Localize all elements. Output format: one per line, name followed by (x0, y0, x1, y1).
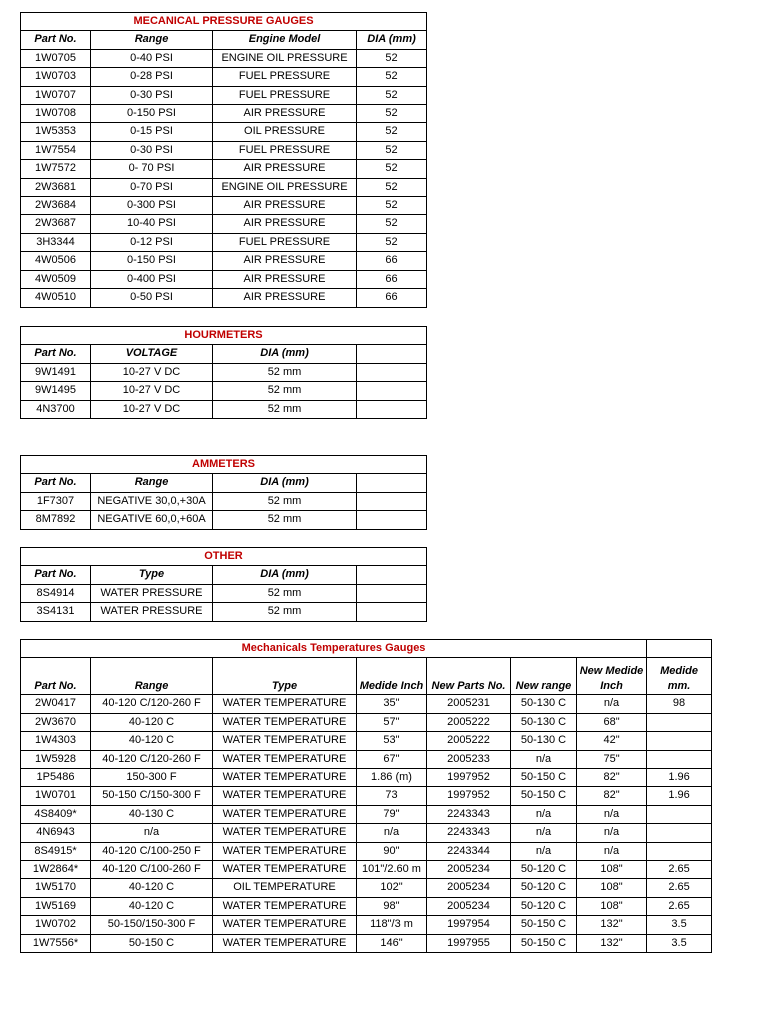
pressure-cell: 66 (357, 252, 427, 270)
temperature-cell: 82" (577, 787, 647, 805)
temperature-cell: 1.96 (647, 769, 712, 787)
temperature-header-cell: Medide mm. (647, 658, 712, 695)
temperature-cell: 67" (357, 750, 427, 768)
hourmeters-cell: 52 mm (213, 382, 357, 400)
pressure-cell: AIR PRESSURE (213, 197, 357, 215)
table-row (21, 805, 712, 823)
hourmeters-cell: 10-27 V DC (91, 382, 213, 400)
pressure-cell: 52 (357, 105, 427, 123)
pressure-cell: 1W7554 (21, 141, 91, 159)
other-cell (357, 584, 427, 602)
hourmeters-cell (357, 382, 427, 400)
pressure-gauges-table (20, 12, 427, 308)
temperature-cell: 1.86 (m) (357, 769, 427, 787)
ammeters-cell (357, 511, 427, 529)
ammeters-cell: NEGATIVE 60,0,+60A (91, 511, 213, 529)
temperature-cell: n/a (511, 750, 577, 768)
temperature-cell: 132" (577, 934, 647, 952)
temperature-cell: n/a (511, 824, 577, 842)
pressure-cell: 4W0510 (21, 289, 91, 307)
temperature-cell: WATER TEMPERATURE (213, 824, 357, 842)
hourmeters-cell (357, 363, 427, 381)
temperature-cell: 50-130 C (511, 732, 577, 750)
temperature-header-cell: Type (213, 658, 357, 695)
temperature-cell: 1.96 (647, 787, 712, 805)
pressure-cell: 10-40 PSI (91, 215, 213, 233)
temperature-cell: 40-120 C/120-260 F (91, 695, 213, 713)
other-cell: 3S4131 (21, 603, 91, 621)
other-header-cell: DIA (mm) (213, 566, 357, 584)
other-header-cell (357, 566, 427, 584)
temperature-cell: WATER TEMPERATURE (213, 897, 357, 915)
temperature-cell: 90" (357, 842, 427, 860)
pressure-cell: 0-40 PSI (91, 49, 213, 67)
hourmeters-cell: 10-27 V DC (91, 363, 213, 381)
temperature-cell: 57" (357, 713, 427, 731)
temperature-cell: 50-120 C (511, 897, 577, 915)
pressure-cell: 66 (357, 270, 427, 288)
temperature-header-cell: New Parts No. (427, 658, 511, 695)
temperature-header-cell: New range (511, 658, 577, 695)
temperature-cell: 1997952 (427, 787, 511, 805)
temperature-cell: 50-150/150-300 F (91, 916, 213, 934)
temperature-cell: WATER TEMPERATURE (213, 787, 357, 805)
pressure-cell: 1W0708 (21, 105, 91, 123)
temperature-cell: 2005222 (427, 732, 511, 750)
temperature-cell (647, 732, 712, 750)
temperature-cell: 102" (357, 879, 427, 897)
pressure-cell: 2W3687 (21, 215, 91, 233)
pressure-cell: 1W0703 (21, 68, 91, 86)
pressure-cell: AIR PRESSURE (213, 270, 357, 288)
hourmeters-header-cell: Part No. (21, 345, 91, 363)
pressure-cell: ENGINE OIL PRESSURE (213, 49, 357, 67)
temperature-cell: 2W3670 (21, 713, 91, 731)
temperature-gauges-title: Mechanicals Temperatures Gauges (21, 640, 647, 658)
temperature-cell: 40-120 C/120-260 F (91, 750, 213, 768)
temperature-header-cell: Medide Inch (357, 658, 427, 695)
pressure-header-cell: Engine Model (213, 31, 357, 49)
temperature-cell: WATER TEMPERATURE (213, 713, 357, 731)
table-row (21, 492, 427, 510)
temperature-cell: 1W4303 (21, 732, 91, 750)
other-cell: 8S4914 (21, 584, 91, 602)
table-row (21, 750, 712, 768)
temperature-cell: 35" (357, 695, 427, 713)
other-header-row (21, 566, 427, 584)
pressure-cell: 0-30 PSI (91, 86, 213, 104)
temperature-cell (647, 750, 712, 768)
pressure-cell: 1W7572 (21, 160, 91, 178)
temperature-cell: 2.65 (647, 861, 712, 879)
pressure-cell: 0-12 PSI (91, 233, 213, 251)
other-cell: WATER PRESSURE (91, 584, 213, 602)
table-row (21, 769, 712, 787)
temperature-cell: 1997952 (427, 769, 511, 787)
hourmeters-title: HOURMETERS (21, 327, 427, 345)
pressure-header-cell: Range (91, 31, 213, 49)
pressure-cell: 66 (357, 289, 427, 307)
pressure-cell: 0-28 PSI (91, 68, 213, 86)
pressure-cell: 52 (357, 141, 427, 159)
temperature-cell: 2005234 (427, 897, 511, 915)
temperature-cell: 2005234 (427, 879, 511, 897)
table-row (21, 713, 712, 731)
pressure-cell: 2W3684 (21, 197, 91, 215)
table-row (21, 584, 427, 602)
table-row (21, 141, 427, 159)
temperature-cell: 75" (577, 750, 647, 768)
pressure-cell: 52 (357, 215, 427, 233)
temperature-cell: 42" (577, 732, 647, 750)
table-row (21, 400, 427, 418)
ammeters-header-cell: Part No. (21, 474, 91, 492)
temperature-cell (647, 805, 712, 823)
ammeters-header-cell: DIA (mm) (213, 474, 357, 492)
table-row (21, 897, 712, 915)
temperature-cell: 2005233 (427, 750, 511, 768)
table-row (21, 934, 712, 952)
temperature-cell: WATER TEMPERATURE (213, 861, 357, 879)
temperature-cell: 79" (357, 805, 427, 823)
pressure-cell: 0-150 PSI (91, 252, 213, 270)
pressure-cell: 52 (357, 86, 427, 104)
pressure-cell: 1W5353 (21, 123, 91, 141)
temperature-cell: WATER TEMPERATURE (213, 769, 357, 787)
temperature-title-blank-cell (647, 640, 712, 658)
table-row (21, 197, 427, 215)
table-row (21, 842, 712, 860)
ammeters-cell: NEGATIVE 30,0,+30A (91, 492, 213, 510)
other-cell: 52 mm (213, 603, 357, 621)
hourmeters-cell (357, 400, 427, 418)
table-row (21, 879, 712, 897)
temperature-cell: 3.5 (647, 934, 712, 952)
temperature-cell: 50-130 C (511, 713, 577, 731)
table-row (21, 916, 712, 934)
temperature-cell: 50-150 C (511, 787, 577, 805)
temperature-cell: 68" (577, 713, 647, 731)
temperature-cell: 146" (357, 934, 427, 952)
temperature-cell: 2.65 (647, 879, 712, 897)
temperature-cell: WATER TEMPERATURE (213, 842, 357, 860)
temperature-header-cell: Range (91, 658, 213, 695)
temperature-cell: 40-120 C/100-250 F (91, 842, 213, 860)
table-row (21, 289, 427, 307)
temperature-cell: 1W5170 (21, 879, 91, 897)
temperature-cell: WATER TEMPERATURE (213, 695, 357, 713)
temperature-cell: 40-130 C (91, 805, 213, 823)
pressure-cell: 0-70 PSI (91, 178, 213, 196)
pressure-cell: 2W3681 (21, 178, 91, 196)
pressure-cell: AIR PRESSURE (213, 105, 357, 123)
other-title: OTHER (21, 548, 427, 566)
temperature-cell: n/a (577, 805, 647, 823)
temperature-cell: 1W2864* (21, 861, 91, 879)
temperature-cell: 1W7556* (21, 934, 91, 952)
temperature-cell: 2005231 (427, 695, 511, 713)
temperature-cell: 118"/3 m (357, 916, 427, 934)
temperature-cell: 4S8409* (21, 805, 91, 823)
table-row (21, 68, 427, 86)
table-row (21, 787, 712, 805)
other-table (20, 547, 427, 622)
temperature-cell: 82" (577, 769, 647, 787)
temperature-cell: 40-120 C (91, 713, 213, 731)
temperature-cell: 50-150 C (511, 916, 577, 934)
pressure-cell: FUEL PRESSURE (213, 68, 357, 86)
temperature-cell: WATER TEMPERATURE (213, 732, 357, 750)
table-row (21, 123, 427, 141)
temperature-cell: 2005222 (427, 713, 511, 731)
table-row (21, 215, 427, 233)
table-row (21, 233, 427, 251)
pressure-cell: 0-15 PSI (91, 123, 213, 141)
pressure-cell: FUEL PRESSURE (213, 233, 357, 251)
table-row (21, 49, 427, 67)
table-row (21, 732, 712, 750)
table-row (21, 695, 712, 713)
pressure-cell: 0- 70 PSI (91, 160, 213, 178)
table-row (21, 105, 427, 123)
other-cell: 52 mm (213, 584, 357, 602)
pressure-cell: 0-30 PSI (91, 141, 213, 159)
pressure-cell: OIL PRESSURE (213, 123, 357, 141)
temperature-cell: 1P5486 (21, 769, 91, 787)
temperature-cell: 40-120 C (91, 879, 213, 897)
pressure-cell: ENGINE OIL PRESSURE (213, 178, 357, 196)
temperature-cell: 2W0417 (21, 695, 91, 713)
pressure-cell: 52 (357, 178, 427, 196)
temperature-cell: 50-130 C (511, 695, 577, 713)
temperature-cell: 2243343 (427, 805, 511, 823)
pressure-cell: 52 (357, 160, 427, 178)
table-row (21, 160, 427, 178)
temperature-cell: 73 (357, 787, 427, 805)
temperature-cell: 1W5169 (21, 897, 91, 915)
pressure-cell: 0-400 PSI (91, 270, 213, 288)
temperature-cell (647, 842, 712, 860)
temperature-header-cell: New Medide Inch (577, 658, 647, 695)
ammeters-header-cell (357, 474, 427, 492)
temperature-cell: 50-150 C (511, 769, 577, 787)
ammeters-cell: 1F7307 (21, 492, 91, 510)
temperature-header-cell: Part No. (21, 658, 91, 695)
hourmeters-header-row (21, 345, 427, 363)
pressure-cell: 0-50 PSI (91, 289, 213, 307)
temperature-cell (647, 713, 712, 731)
ammeters-header-row (21, 474, 427, 492)
temperature-cell: 50-150 C (91, 934, 213, 952)
temperature-cell: 1W0701 (21, 787, 91, 805)
temperature-cell: n/a (511, 842, 577, 860)
temperature-cell: n/a (577, 695, 647, 713)
temperature-cell: n/a (511, 805, 577, 823)
temperature-cell: 2243343 (427, 824, 511, 842)
pressure-cell: 52 (357, 68, 427, 86)
pressure-cell: FUEL PRESSURE (213, 86, 357, 104)
temperature-cell: 3.5 (647, 916, 712, 934)
temperature-cell: n/a (577, 824, 647, 842)
temperature-cell: 1W5928 (21, 750, 91, 768)
hourmeters-cell: 52 mm (213, 400, 357, 418)
temperature-cell: WATER TEMPERATURE (213, 750, 357, 768)
temperature-cell (647, 824, 712, 842)
other-header-cell: Part No. (21, 566, 91, 584)
other-cell (357, 603, 427, 621)
pressure-cell: AIR PRESSURE (213, 252, 357, 270)
pressure-header-cell: Part No. (21, 31, 91, 49)
hourmeters-header-cell: VOLTAGE (91, 345, 213, 363)
table-row (21, 178, 427, 196)
temperature-cell: 98 (647, 695, 712, 713)
temperature-cell: 108" (577, 897, 647, 915)
table-row (21, 86, 427, 104)
temperature-cell: 40-120 C (91, 732, 213, 750)
temperature-cell: 4N6943 (21, 824, 91, 842)
ammeters-cell: 52 mm (213, 492, 357, 510)
pressure-cell: AIR PRESSURE (213, 289, 357, 307)
temperature-cell: 108" (577, 879, 647, 897)
pressure-cell: 52 (357, 123, 427, 141)
pressure-cell: 4W0506 (21, 252, 91, 270)
hourmeters-cell: 52 mm (213, 363, 357, 381)
ammeters-title: AMMETERS (21, 456, 427, 474)
pressure-header-row (21, 31, 427, 49)
table-row (21, 363, 427, 381)
temperature-cell: 1997955 (427, 934, 511, 952)
temperature-cell: 40-120 C/100-260 F (91, 861, 213, 879)
table-row (21, 603, 427, 621)
ammeters-cell (357, 492, 427, 510)
temperature-cell: n/a (91, 824, 213, 842)
other-header-cell: Type (91, 566, 213, 584)
temperature-cell: 53" (357, 732, 427, 750)
pressure-cell: 4W0509 (21, 270, 91, 288)
hourmeters-cell: 4N3700 (21, 400, 91, 418)
temperature-cell: 98" (357, 897, 427, 915)
hourmeters-header-cell (357, 345, 427, 363)
temperature-header-row (21, 658, 712, 695)
ammeters-cell: 8M7892 (21, 511, 91, 529)
temperature-cell: 2.65 (647, 897, 712, 915)
pressure-cell: 3H3344 (21, 233, 91, 251)
temperature-cell: n/a (577, 842, 647, 860)
temperature-gauges-table (20, 639, 712, 953)
pressure-cell: 52 (357, 49, 427, 67)
table-row (21, 511, 427, 529)
pressure-cell: AIR PRESSURE (213, 160, 357, 178)
temperature-cell: WATER TEMPERATURE (213, 805, 357, 823)
table-row (21, 861, 712, 879)
temperature-cell: 40-120 C (91, 897, 213, 915)
temperature-cell: 1997954 (427, 916, 511, 934)
other-cell: WATER PRESSURE (91, 603, 213, 621)
hourmeters-cell: 9W1495 (21, 382, 91, 400)
pressure-cell: 0-300 PSI (91, 197, 213, 215)
pressure-gauges-title: MECANICAL PRESSURE GAUGES (21, 13, 427, 31)
temperature-cell: 108" (577, 861, 647, 879)
table-row (21, 382, 427, 400)
temperature-cell: 150-300 F (91, 769, 213, 787)
pressure-cell: 0-150 PSI (91, 105, 213, 123)
pressure-header-cell: DIA (mm) (357, 31, 427, 49)
hourmeters-cell: 10-27 V DC (91, 400, 213, 418)
temperature-cell: WATER TEMPERATURE (213, 934, 357, 952)
temperature-cell: 50-150 C/150-300 F (91, 787, 213, 805)
pressure-cell: 1W0705 (21, 49, 91, 67)
temperature-cell: 132" (577, 916, 647, 934)
hourmeters-header-cell: DIA (mm) (213, 345, 357, 363)
pressure-cell: 52 (357, 233, 427, 251)
temperature-cell: 1W0702 (21, 916, 91, 934)
temperature-cell: OIL TEMPERATURE (213, 879, 357, 897)
temperature-cell: 101"/2.60 m (357, 861, 427, 879)
table-row (21, 824, 712, 842)
temperature-cell: 8S4915* (21, 842, 91, 860)
ammeters-header-cell: Range (91, 474, 213, 492)
hourmeters-cell: 9W1491 (21, 363, 91, 381)
pressure-cell: 1W0707 (21, 86, 91, 104)
table-row (21, 270, 427, 288)
temperature-cell: 2243344 (427, 842, 511, 860)
temperature-cell: 2005234 (427, 861, 511, 879)
temperature-cell: 50-150 C (511, 934, 577, 952)
hourmeters-table (20, 326, 427, 419)
temperature-cell: n/a (357, 824, 427, 842)
ammeters-cell: 52 mm (213, 511, 357, 529)
temperature-cell: 50-120 C (511, 861, 577, 879)
pressure-cell: 52 (357, 197, 427, 215)
pressure-cell: AIR PRESSURE (213, 215, 357, 233)
ammeters-table (20, 455, 427, 530)
table-row (21, 252, 427, 270)
temperature-cell: 50-120 C (511, 879, 577, 897)
temperature-cell: WATER TEMPERATURE (213, 916, 357, 934)
pressure-cell: FUEL PRESSURE (213, 141, 357, 159)
